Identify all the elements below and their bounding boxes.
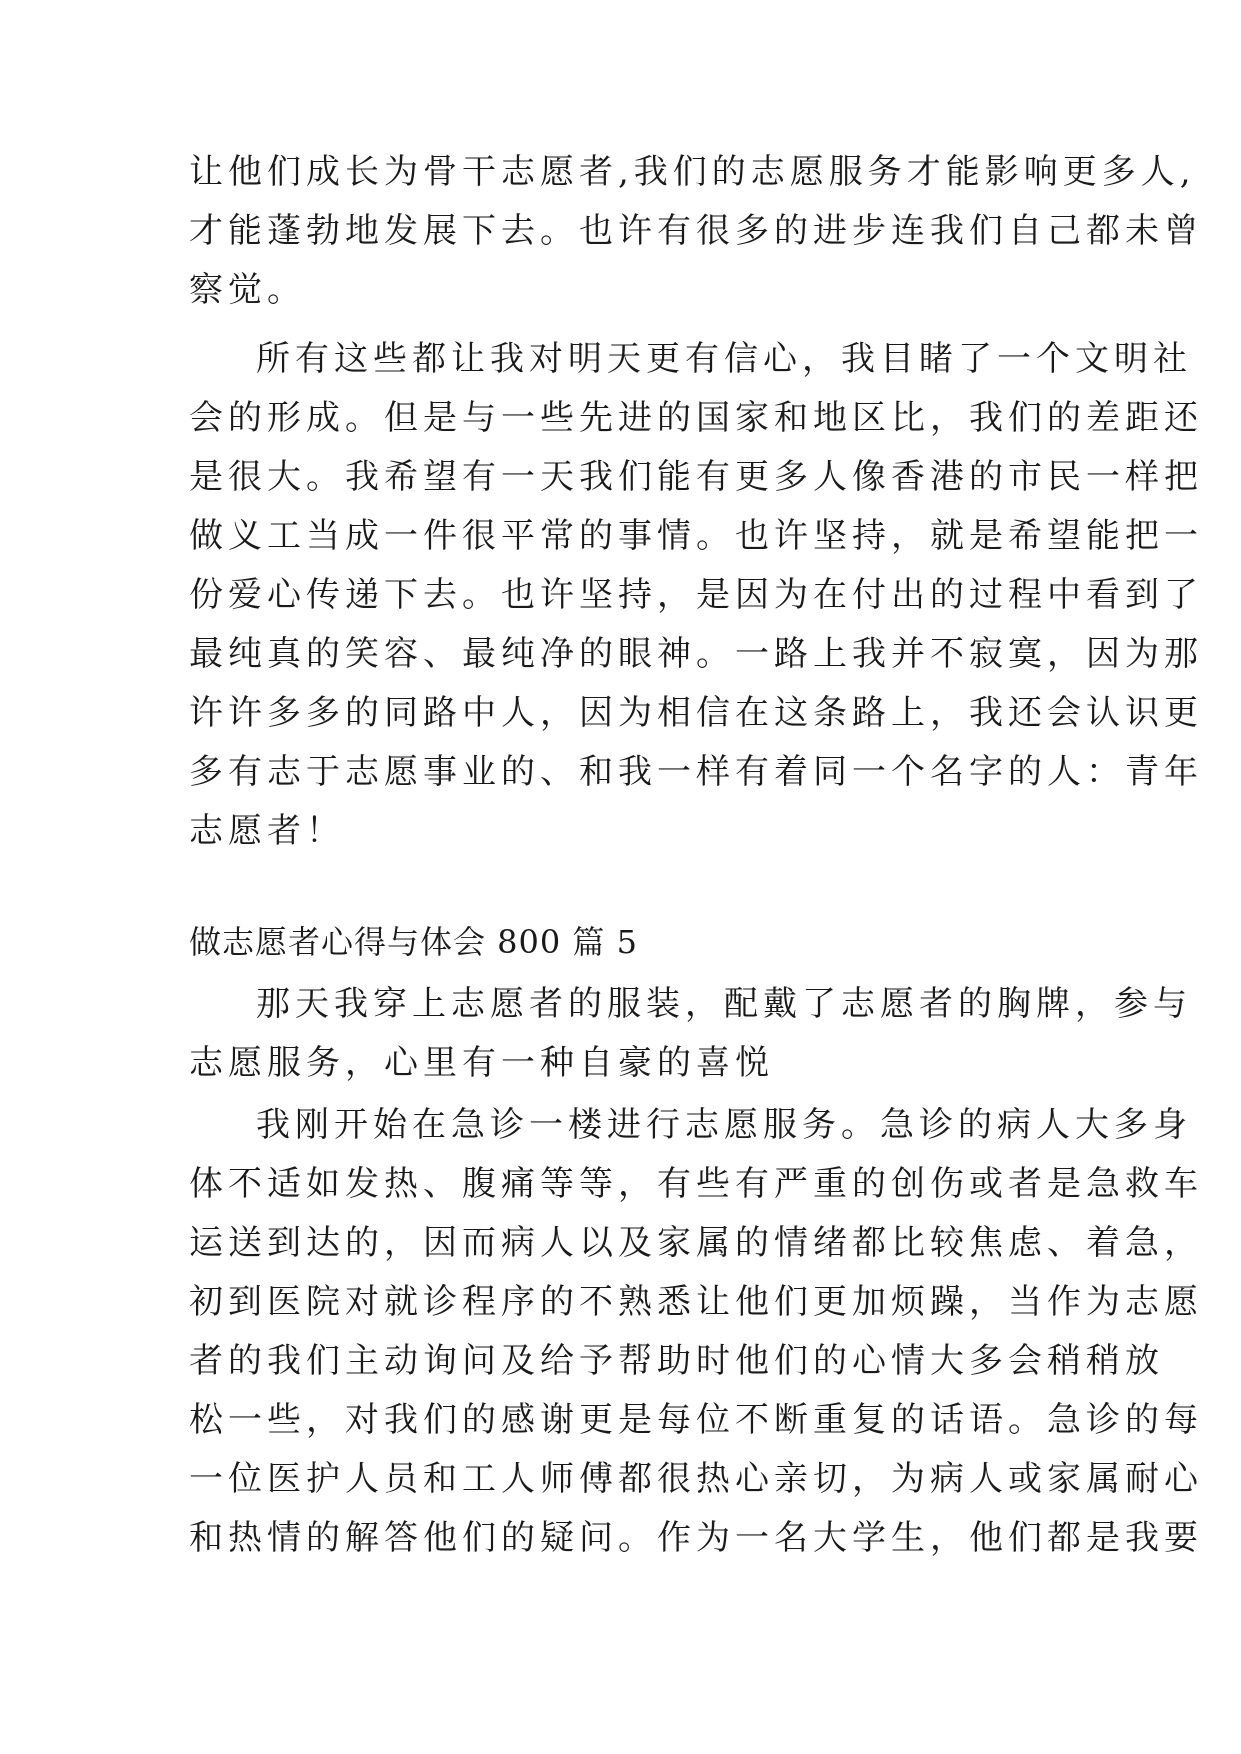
- section-heading: 做志愿者心得与体会 800 篇 5: [189, 923, 638, 961]
- text-line: 许许多多的同路中人，因为相信在这条路上，我还会认识更: [189, 693, 1203, 733]
- text-line: 多有志于志愿事业的、和我一样有着同一个名字的人：青年: [189, 752, 1203, 792]
- text-line: 和热情的解答他们的疑问。作为一名大学生，他们都是我要: [189, 1518, 1203, 1558]
- text-line: 所有这些都让我对明天更有信心，我目睹了一个文明社: [256, 339, 1192, 379]
- text-line: 运送到达的，因而病人以及家属的情绪都比较焦虑、着急，: [189, 1223, 1203, 1263]
- text-line: 志愿服务，心里有一种自豪的喜悦: [189, 1043, 774, 1083]
- text-line: 最纯真的笑容、最纯净的眼神。一路上我并不寂寞，因为那: [189, 634, 1203, 674]
- text-line: 让他们成长为骨干志愿者,我们的志愿服务才能影响更多人,: [189, 152, 1196, 192]
- text-line: 是很大。我希望有一天我们能有更多人像香港的市民一样把: [189, 457, 1203, 497]
- text-line: 份爱心传递下去。也许坚持，是因为在付出的过程中看到了: [189, 575, 1203, 615]
- text-line: 会的形成。但是与一些先进的国家和地区比，我们的差距还: [189, 398, 1203, 438]
- text-line: 察觉。: [189, 270, 306, 310]
- text-line: 松一些，对我们的感谢更是每位不断重复的话语。急诊的每: [189, 1400, 1203, 1440]
- text-line: 我刚开始在急诊一楼进行志愿服务。急诊的病人大多身: [256, 1105, 1192, 1145]
- text-line: 志愿者！: [189, 811, 345, 851]
- text-line: 那天我穿上志愿者的服装，配戴了志愿者的胸牌，参与: [256, 984, 1192, 1024]
- text-line: 初到医院对就诊程序的不熟悉让他们更加烦躁，当作为志愿: [189, 1282, 1203, 1322]
- text-line: 体不适如发热、腹痛等等，有些有严重的创伤或者是急救车: [189, 1164, 1203, 1204]
- text-line: 者的我们主动询问及给予帮助时他们的心情大多会稍稍放: [189, 1341, 1164, 1381]
- text-line: 做义工当成一件很平常的事情。也许坚持，就是希望能把一: [189, 516, 1203, 556]
- text-line: 一位医护人员和工人师傅都很热心亲切，为病人或家属耐心: [189, 1459, 1203, 1499]
- text-line: 才能蓬勃地发展下去。也许有很多的进步连我们自己都未曾: [189, 211, 1203, 251]
